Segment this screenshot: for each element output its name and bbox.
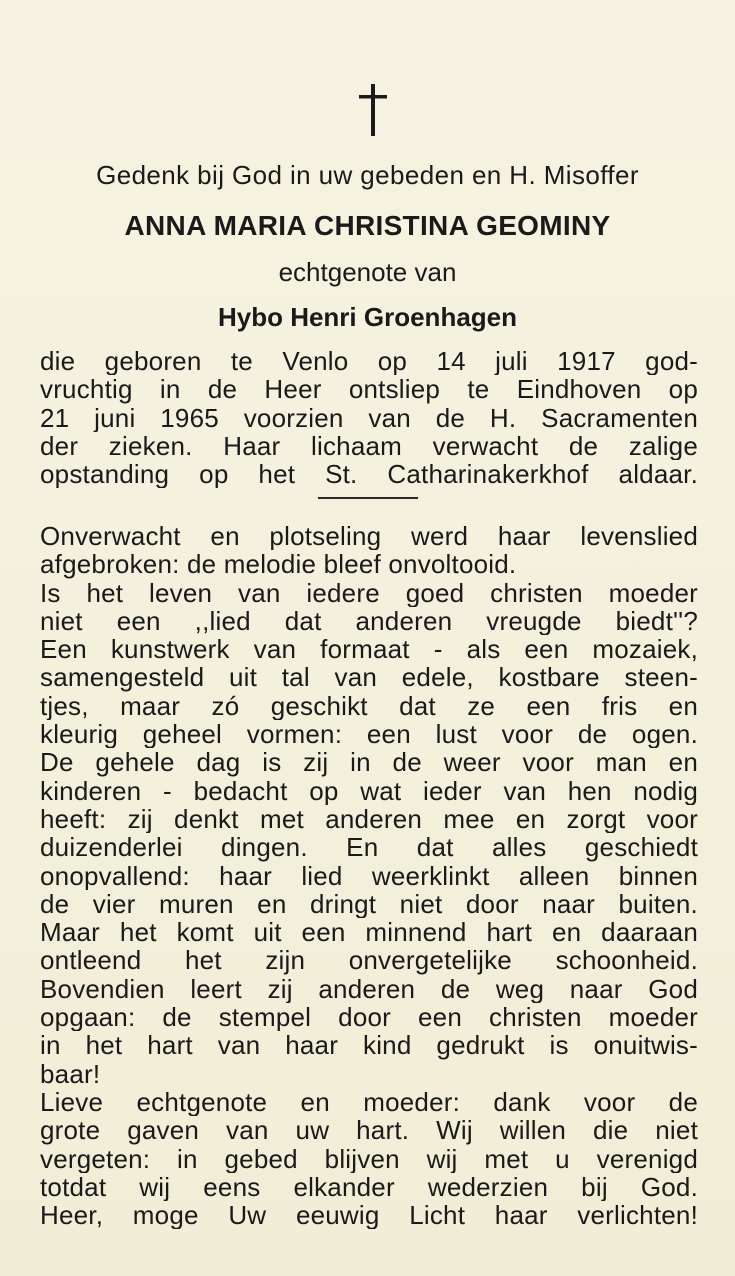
tribute-line: De gehele dag is zij in de weer voor man en — [40, 748, 698, 777]
tribute-line: tjes, maar zó geschikt dat ze een fris en — [40, 691, 698, 721]
tribute-line: grote gaven van uw hart. Wij willen die niet — [40, 1116, 698, 1145]
tribute-line: baar! — [40, 1059, 101, 1088]
tribute-line: totdat wij eens elkander wederzien bij God. — [40, 1172, 698, 1202]
tribute-line: vergeten: in gebed blijven wij met u verenigd — [40, 1144, 698, 1173]
spouse-name: Hybo Henri Groenhagen — [217, 302, 518, 332]
tribute-line: opgaan: de stempel door een christen moeder — [40, 1003, 698, 1032]
divider-line — [318, 497, 418, 499]
tribute-line: samengesteld uit tal van edele, kostbare steen- — [40, 663, 698, 692]
tribute-line: kinderen - bedacht op wat ieder van hen nodig — [40, 776, 698, 805]
tribute-line: Maar het komt uit een minnend hart en daaraan — [40, 918, 698, 947]
tribute-line: afgebroken: de melodie bleef onvoltooid. — [40, 550, 517, 579]
biography-paragraph — [40, 347, 698, 488]
tribute-line: heeft: zij denkt met anderen mee en zorgt voor — [40, 804, 698, 834]
tribute-line: in het hart van haar kind gedrukt is onuitwis- — [40, 1031, 698, 1060]
tribute-line: Onverwacht en plotseling werd haar levenslied — [40, 522, 698, 551]
tribute-line: onopvallend: haar lied weerklinkt alleen binnen — [40, 861, 698, 890]
biography-line: die geboren te Venlo op 14 juli 1917 god- — [40, 347, 698, 376]
relation-text: echtgenote van — [278, 257, 457, 287]
cross-icon — [358, 84, 388, 136]
tribute-line: Een kunstwerk van formaat - als een mozaiek, — [40, 635, 698, 664]
tribute-line: Bovendien leert zij anderen de weg naar God — [40, 974, 698, 1004]
tribute-line: Heer, moge Uw eeuwig Licht haar verlichten! — [40, 1201, 698, 1230]
biography-line: vruchtig in de Heer ontsliep te Eindhoven op — [40, 375, 698, 404]
tribute-text — [40, 522, 698, 1229]
remembrance-line: Gedenk bij God in uw gebeden en H. Misoffer — [96, 160, 639, 190]
tribute-line: Lieve echtgenote en moeder: dank voor de — [40, 1087, 698, 1117]
tribute-line: duizenderlei dingen. En dat alles geschiedt — [40, 833, 698, 862]
biography-line: der zieken. Haar lichaam verwacht de zalige — [40, 431, 698, 461]
deceased-name: ANNA MARIA CHRISTINA GEOMINY — [124, 210, 611, 241]
biography-line: 21 juni 1965 voorzien van de H. Sacramenten — [40, 403, 698, 432]
tribute-line: Is het leven van iedere goed christen moeder — [40, 578, 698, 607]
tribute-line: ontleend het zijn onvergetelijke schoonheid. — [40, 946, 698, 975]
biography-line: opstanding op het St. Catharinakerkhof aldaar. — [40, 460, 698, 489]
tribute-line: de vier muren en dringt niet door naar buiten. — [40, 889, 698, 919]
tribute-line: niet een ,,lied dat anderen vreugde biedt''? — [40, 606, 698, 636]
tribute-line: kleurig geheel vormen: een lust voor de ogen. — [40, 720, 698, 749]
